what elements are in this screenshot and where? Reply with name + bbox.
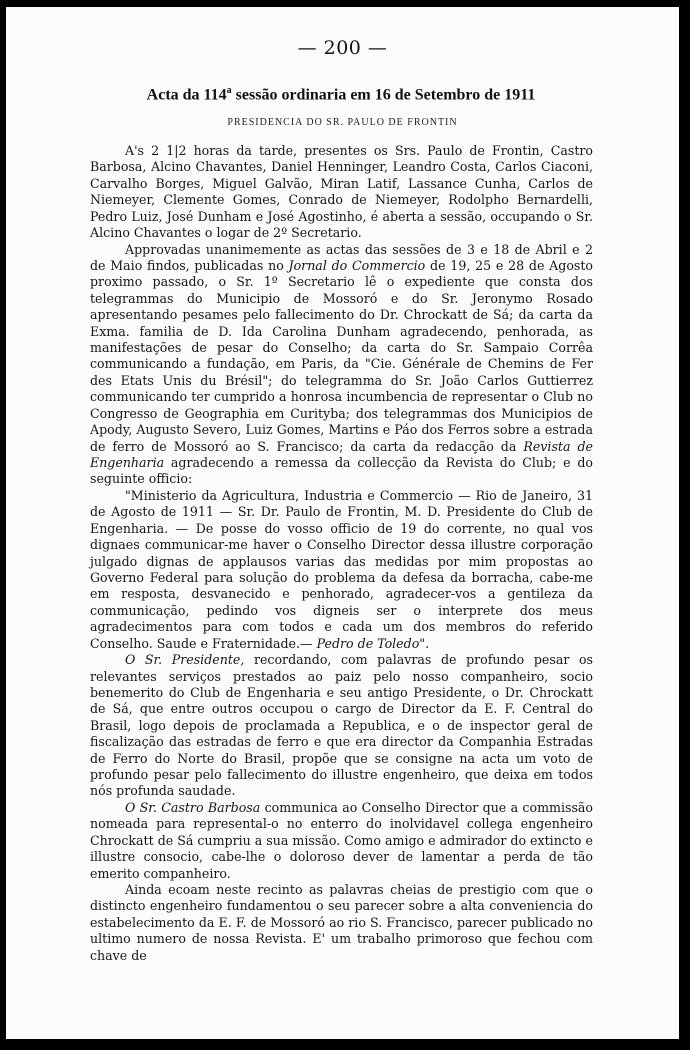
- revista-de-engenharia-title: Revista de Engenharia: [90, 438, 593, 471]
- president-speech-text: recordando, com palavras de profundo pesar os relevantes serviços prestados ao paiz pelo nosso companheiro, socio benemerito do Club de Engenharia e seu antigo Presidente, o Dr. Chrockatt de Sá, que entre outros occupou o cargo de Director da E. F. Central do Brasil, logo depois de proclamada a Republica, e o de inspector geral de fiscalização das estradas de ferro e que era director da Companhia Estradas de Ferro do Norte do Brasil, propõe que se consigne na acta um voto de profundo pesar pelo fallecimento do illustre engenheiro, que deixa em todos nós profunda saudade.: [90, 652, 593, 799]
- document-page: [6, 7, 679, 1039]
- castro-barbosa-text: communica ao Conselho Director que a commissão nomeada para represental-o no enterro do inolvidavel collega engenheiro Chrockatt de Sá cumpriu a sua missão. Como amigo e admirador do extincto e illustre consocio, cabe-lhe o doloroso dever de lamentar a perda de tão emerito companheiro.: [90, 799, 593, 881]
- castro-barbosa-speaker: O Sr. Castro Barbosa: [125, 799, 261, 815]
- paragraph-correspondence-part2: de 19, 25 e 28 de Agosto proximo passado, o Sr. 1º Secretario lê o expediente que consta dos telegrammas do Municipio de Mossoró e do Sr. Jeronymo Rosado apresentando pesames pelo fallecimento do Dr. Chrockatt de Sá; da carta da Exma. familia de D. Ida Carolina Dunham agradecendo, penhorada, as manifestações de pesar do Conselho; da carta do Sr. Sampaio Corrêa communicando a fundação, em Paris, da "Cie. Générale de Chemins de Fer des Etats Unis du Brésil"; do telegramma do Sr. João Carlos Guttierrez communicando ter cumprido a honrosa incumbencia de representar o Club no Congresso de Geographia em Curityba; dos telegrammas dos Municipios de Apody, Augusto Severo, Luiz Gomes, Martins e Páo dos Ferros sobre a estrada de ferro de Mossoró ao S. Francisco; da carta da redacção da: [90, 257, 594, 454]
- paragraph-correspondence: [90, 242, 593, 488]
- title-text-start: Acta da 114: [146, 86, 227, 104]
- page-number: — 200 —: [297, 37, 388, 59]
- presidency-line: PRESIDENCIA DO SR. PAULO DE FRONTIN: [227, 117, 458, 128]
- body-text: [90, 143, 593, 964]
- paragraph-attendance: A's 2 1|2 horas da tarde, presentes os Srs. Paulo de Frontin, Castro Barbosa, Alcino Chavantes, Daniel Henninger, Leandro Costa, Carlos Ciaconi, Carvalho Borges, Miguel Galvão, Miran Latif, Lassance Cunha, Carlos de Niemeyer, Clemente Gomes, Conrado de Niemeyer, Rodolpho Bernardelli, Pedro Luiz, José Dunham e José Agostinho, é aberta a sessão, occupando o Sr. Alcino Chavantes o logar de 2º Secretario.: [90, 143, 593, 241]
- title-superscript: a: [226, 85, 232, 96]
- page-title: [101, 85, 581, 104]
- paragraph-castro-barbosa: [90, 800, 593, 882]
- paragraph-official-letter: [90, 488, 593, 652]
- title-text-end: sessão ordinaria em 16 de Setembro de 1911: [231, 86, 536, 104]
- president-speaker: O Sr. Presidente,: [125, 652, 245, 668]
- official-letter-signature: Pedro de Toledo".: [316, 635, 430, 651]
- paragraph-president-speech: [90, 652, 593, 800]
- paragraph-mossoro-railway: Ainda ecoam neste recinto as palavras cheias de prestigio com que o distincto engenheiro fundamentou o seu parecer sobre a alta conveniencia do estabelecimento da E. F. de Mossoró ao rio S. Francisco, parecer publicado no ultimo numero de nossa Revista. E' um trabalho primoroso que fechou com chave de: [90, 881, 593, 963]
- paragraph-correspondence-part3: agradecendo a remessa da collecção da Revista do Club; e do seguinte officio:: [90, 455, 593, 487]
- jornal-do-commercio-title: Jornal do Commercio: [288, 257, 426, 273]
- official-letter-text: "Ministerio da Agricultura, Industria e Commercio — Rio de Janeiro, 31 de Agosto de 1911 — Sr. Dr. Paulo de Frontin, M. D. Presidente do Club de Engenharia. — De posse do vosso officio de 19 do corrente, no qual vos dignaes communicar-me haver o Conselho Director dessa illustre corporação julgado dignas de applausos varias das medidas por mim propostas ao Governo Federal para solução do problema da defesa da borracha, cabe-me em resposta, desvanecido e penhorado, agradecer-vos a gentileza da communicação, pedindo vos digneis ser o interprete dos meus agradecimentos para com todos e cada um dos membros do referido Conselho. Saude e Fraternidade.—: [90, 487, 593, 651]
- paragraph-correspondence-part1: Approvadas unanimemente as actas das sessões de 3 e 18 de Abril e 2 de Maio findos, publicadas no: [90, 241, 593, 273]
